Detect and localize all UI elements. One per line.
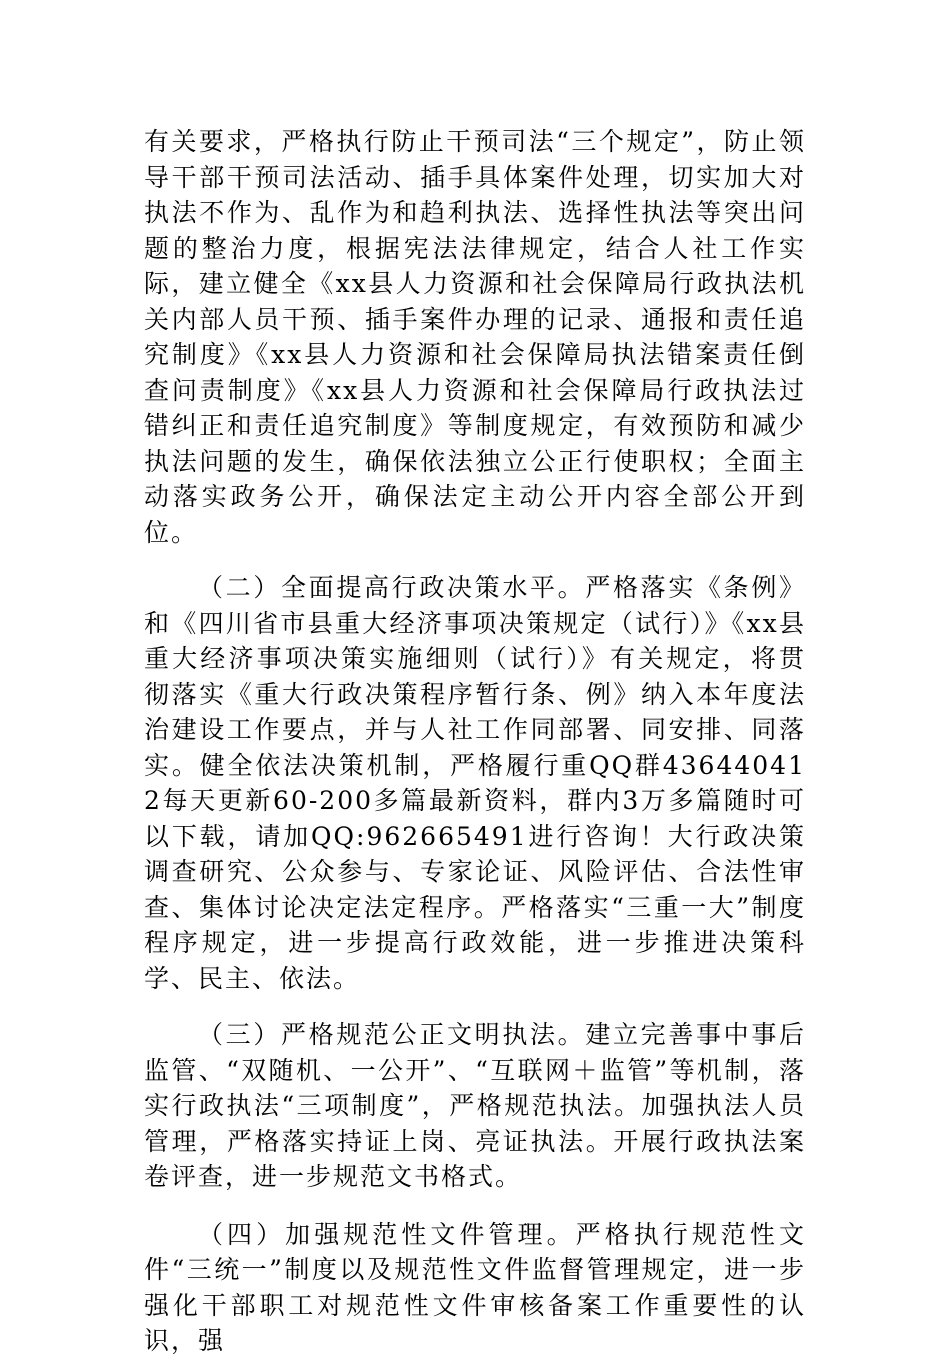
paragraph-fair-enforcement: （三）严格规范公正文明执法。建立完善事中事后监管、“双随机、一公开”、“互联网＋监管”等机制，落实行政执法“三项制度”，严格规范执法。加强执法人员管理，严格落实持证上岗、亮证执法。开展行政执法案卷评查，进一步规范文书格式。 <box>144 1020 806 1191</box>
document-page <box>144 124 806 1359</box>
paragraph-normative-documents: （四）加强规范性文件管理。严格执行规范性文件“三统一”制度以及规范性文件监督管理规定，进一步强化干部职工对规范性文件审核备案工作重要性的认识，强 <box>144 1219 806 1355</box>
paragraph-administrative-decision: （二）全面提高行政决策水平。严格落实《条例》和《四川省市县重大经济事项决策规定（试行）》《xx县重大经济事项决策实施细则（试行）》有关规定，将贯彻落实《重大行政决策程序暂行条、例》纳入本年度法治建设工作要点，并与人社工作同部署、同安排、同落实。健全依法决策机制，严格履行重QQ群436440412每天更新60-200多篇最新资料，群内3万多篇随时可以下载，请加QQ:962665491进行咨询！大行政决策调查研究、公众参与、专家论证、风险评估、合法性审查、集体讨论决定法定程序。严格落实“三重一大”制度程序规定，进一步提高行政效能，进一步推进决策科学、民主、依法。 <box>144 573 806 993</box>
paragraph-law-enforcement-rules: 有关要求，严格执行防止干预司法“三个规定”，防止领导干部干预司法活动、插手具体案件处理，切实加大对执法不作为、乱作为和趋利执法、选择性执法等突出问题的整治力度，根据宪法法律规定，结合人社工作实际，建立健全《xx县人力资源和社会保障局行政执法机关内部人员干预、插手案件办理的记录、通报和责任追究制度》《xx县人力资源和社会保障局执法错案责任倒查问责制度》《xx县人力资源和社会保障局行政执法过错纠正和责任追究制度》等制度规定，有效预防和减少执法问题的发生，确保依法独立公正行使职权；全面主动落实政务公开，确保法定主动公开内容全部公开到位。 <box>144 127 806 547</box>
